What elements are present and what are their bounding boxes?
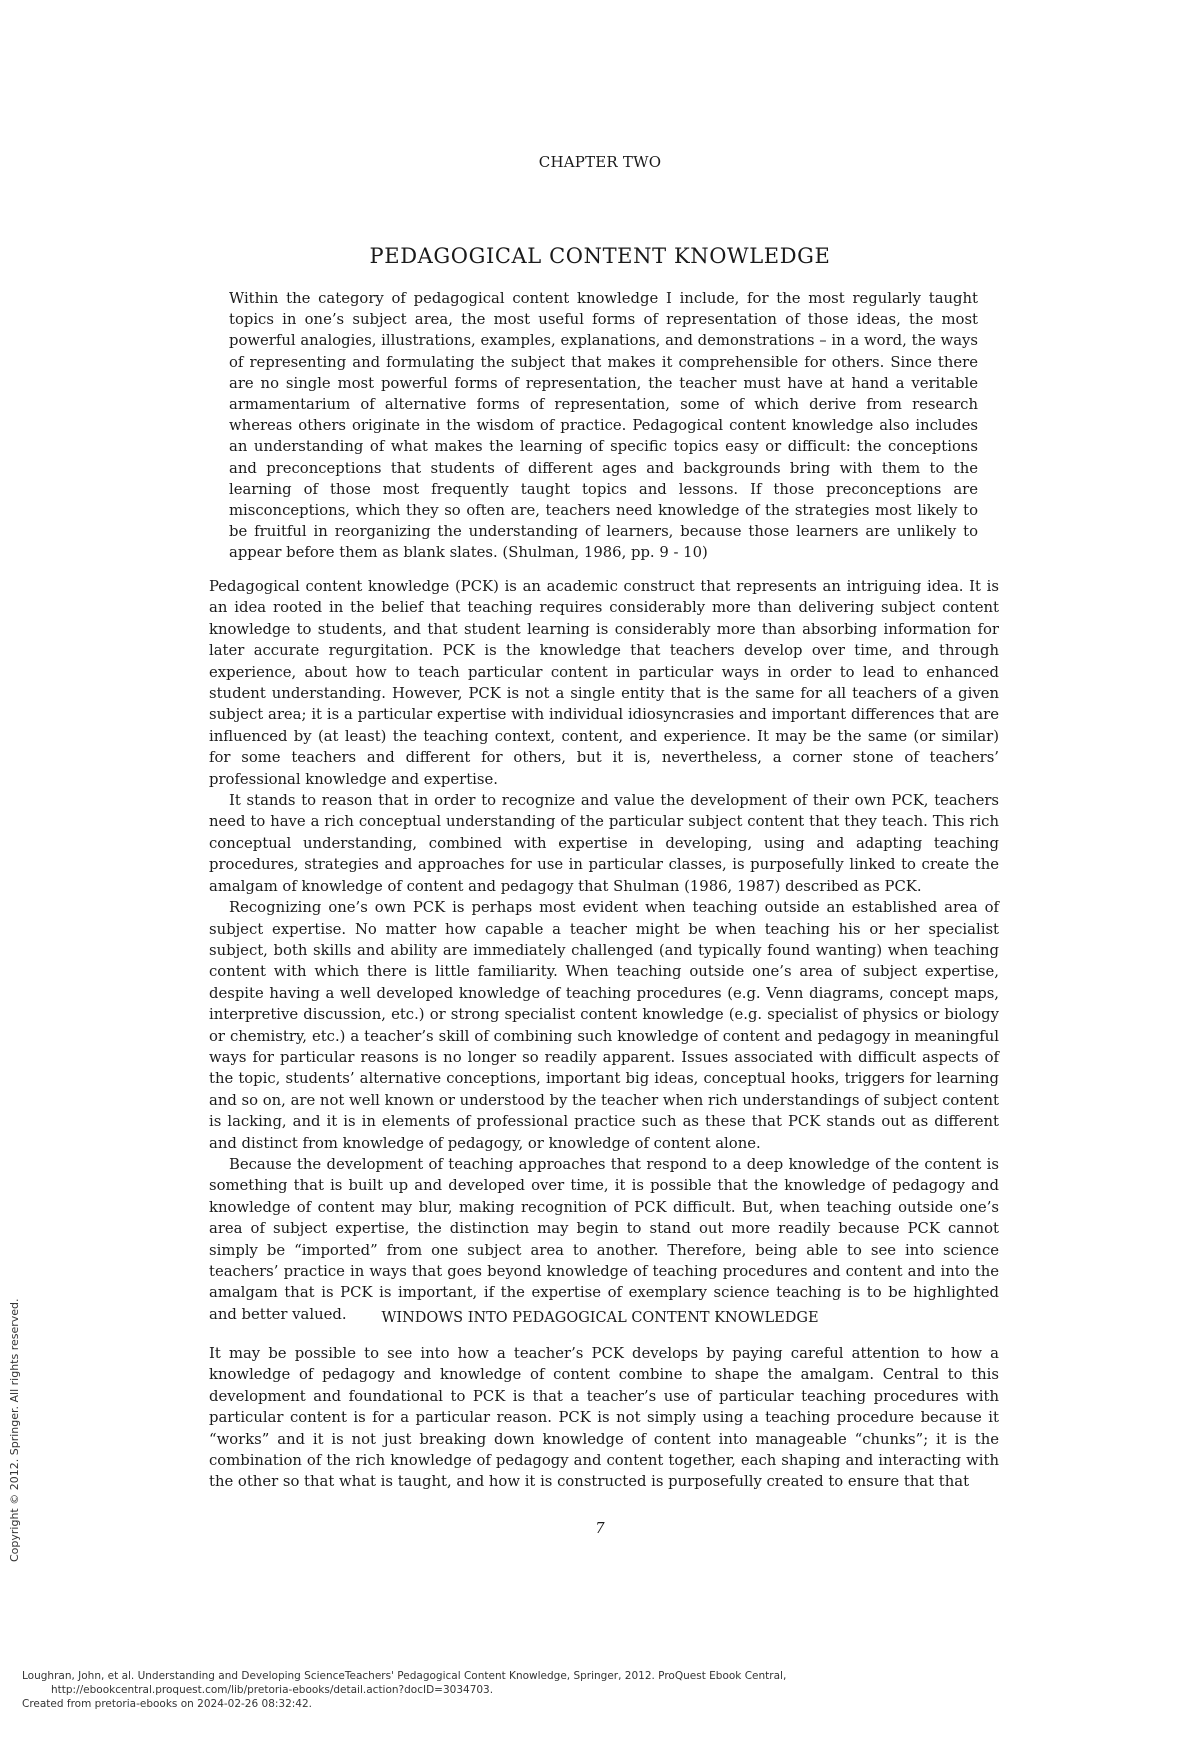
paragraph: It stands to reason that in order to recognize and value the development of their own PCK, teachers need to have a rich conceptual understanding of the particular subject content that they teach. This rich conceptual understanding, combined with expertise in developing, using and adapting teaching procedures, strategies and approaches for use in particular classes, is purposefully linked to create the amalgam of knowledge of content and pedagogy that Shulman (1986, 1987) described as PCK.	[209, 792, 999, 895]
main-text	[209, 576, 999, 1325]
page-number: 7	[595, 1521, 605, 1537]
paragraph: Pedagogical content knowledge (PCK) is an academic construct that represents an intriguing idea. It is an idea rooted in the belief that teaching requires considerably more than delivering subject content knowledge to students, and that student learning is considerably more than absorbing information for later accurate regurgitation. PCK is the knowledge that teachers develop over time, and through experience, about how to teach particular content in particular ways in order to lead to enhanced student understanding. However, PCK is not a single entity that is the same for all teachers of a given subject area; it is a particular expertise with individual idiosyncrasies and important differences that are influenced by (at least) the teaching context, content, and experience. It may be the same (or similar) for some teachers and different for others, but it is, nevertheless, a corner stone of teachers’ professional knowledge and expertise.	[209, 578, 999, 788]
section-heading: WINDOWS INTO PEDAGOGICAL CONTENT KNOWLEDGE	[381, 1310, 819, 1326]
section-body	[209, 1343, 999, 1493]
paragraph: It may be possible to see into how a teacher’s PCK develops by paying careful attention to how a knowledge of pedagogy and knowledge of content combine to shape the amalgam. Central to this development and foundational to PCK is that a teacher’s use of particular teaching procedures with particular content is for a particular reason. PCK is not simply using a teaching procedure because it “works” and it is not just breaking down knowledge of content into manageable “chunks”; it is the combination of the rich knowledge of pedagogy and content together, each shaping and interacting with the other so that what is taught, and how it is constructed is purposefully created to ensure that that	[209, 1345, 999, 1491]
footer-url-link[interactable]: http://ebookcentral.proquest.com/lib/pretoria-ebooks/detail.action?docID=3034703.	[51, 1684, 494, 1696]
paragraph: Because the development of teaching approaches that respond to a deep knowledge of the content is something that is built up and developed over time, it is possible that the knowledge of pedagogy and knowledge of content may blur, making recognition of PCK difficult. But, when teaching outside one’s area of subject expertise, the distinction may begin to stand out more readily because PCK cannot simply be “imported” from one subject area to another. Therefore, being able to see into science teachers’ practice in ways that goes beyond knowledge of teaching procedures and content and into the amalgam that is PCK is important, if the expertise of exemplary science teaching is to be highlighted and better valued.	[209, 1155, 999, 1323]
footer-citation: Loughran, John, et al. Understanding and Developing ScienceTeachers' Pedagogical Content Knowledge, Springer, 2012. ProQuest Ebook Central,	[22, 1670, 787, 1682]
footer	[22, 1669, 1192, 1711]
chapter-label: CHAPTER TWO	[538, 153, 662, 171]
paragraph: Recognizing one’s own PCK is perhaps most evident when teaching outside an established area of subject expertise. No matter how capable a teacher might be when teaching his or her specialist subject, both skills and ability are immediately challenged (and typically found wanting) when teaching content with which there is little familiarity. When teaching outside one’s area of subject expertise, despite having a well developed knowledge of teaching procedures (e.g. Venn diagrams, concept maps, interpretive discussion, etc.) or strong specialist content knowledge (e.g. specialist of physics or biology or chemistry, etc.) a teacher’s skill of combining such knowledge of content and pedagogy in meaningful ways for particular reasons is no longer so readily apparent. Issues associated with difficult aspects of the topic, students’ alternative conceptions, important big ideas, conceptual hooks, triggers for learning and so on, are not well known or understood by the teacher when rich understandings of subject content is lacking, and it is in elements of professional practice such as these that PCK stands out as different and distinct from knowledge of pedagogy, or knowledge of content alone.	[209, 899, 999, 1152]
side-copyright-notice: Copyright © 2012. Springer. All rights reserved.	[8, 1298, 21, 1562]
chapter-title: PEDAGOGICAL CONTENT KNOWLEDGE	[369, 244, 831, 268]
footer-created: Created from pretoria-ebooks on 2024-02-26 08:32:42.	[22, 1698, 313, 1710]
epigraph-quote: Within the category of pedagogical content knowledge I include, for the most regularly taught topics in one’s subject area, the most useful forms of representation of those ideas, the most powerful analogies, illustrations, examples, explanations, and demonstrations – in a word, the ways of representing and formulating the subject that makes it comprehensible for others. Since there are no single most powerful forms of representation, the teacher must have at hand a veritable armamentarium of alternative forms of representation, some of which derive from research whereas others originate in the wisdom of practice. Pedagogical content knowledge also includes an understanding of what makes the learning of specific topics easy or difficult: the conceptions and preconceptions that students of different ages and backgrounds bring with them to the learning of those most frequently taught topics and lessons. If those preconceptions are misconceptions, which they so often are, teachers need knowledge of the strategies most likely to be fruitful in reorganizing the understanding of learners, because those learners are unlikely to appear before them as blank slates. (Shulman, 1986, pp. 9 - 10)	[229, 290, 978, 562]
